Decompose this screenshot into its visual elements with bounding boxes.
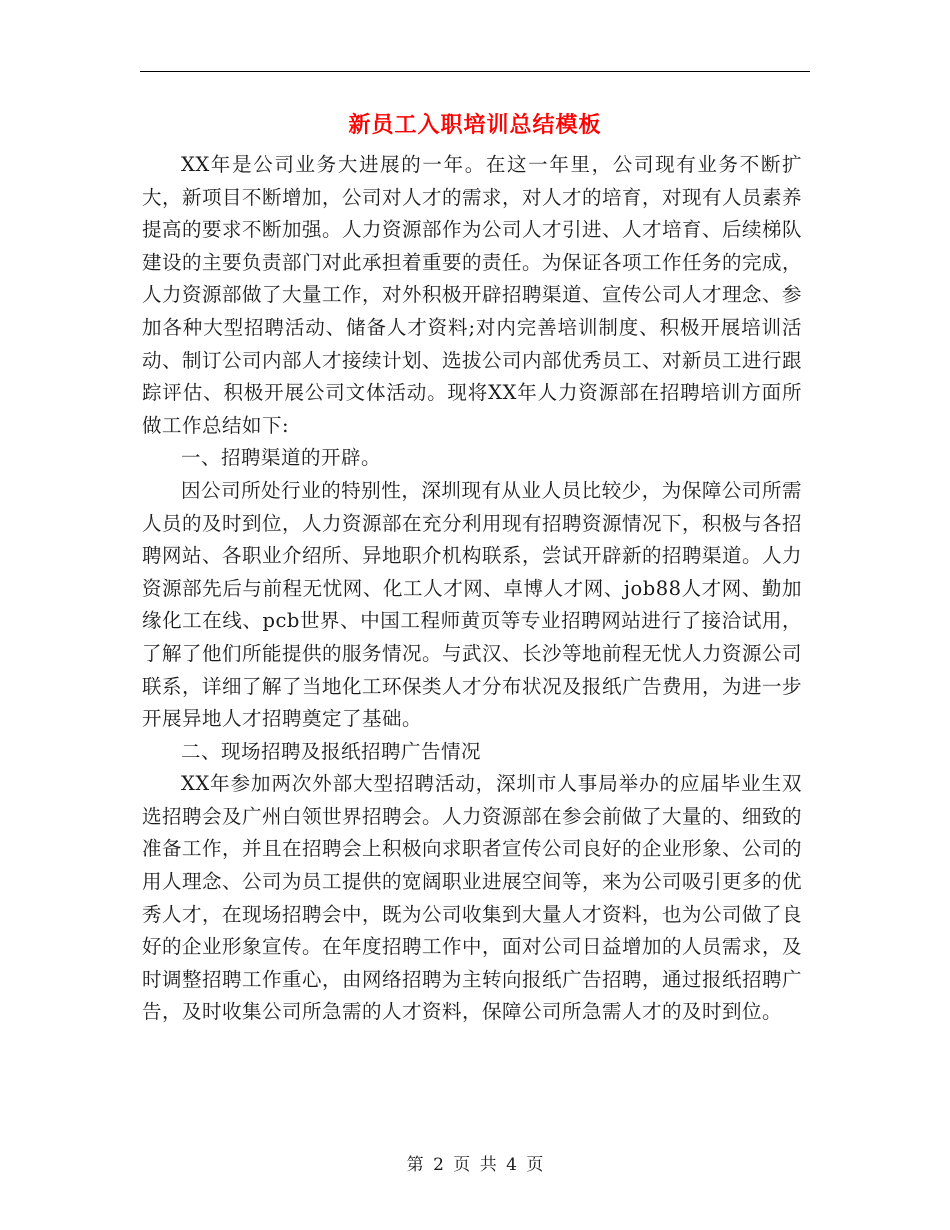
header-rule [140,71,810,72]
paragraph-intro: XX年是公司业务大进展的一年。在这一年里，公司现有业务不断扩大，新项目不断增加，公司对人才的需求，对人才的培育，对现有人员素养提高的要求不断加强。人力资源部作为公司人才引进、人才培育、后续梯队建设的主要负责部门对此承担着重要的责任。为保证各项工作任务的完成，人力资源部做了大量工作，对外积极开辟招聘渠道、宣传公司人才理念、参加各种大型招聘活动、储备人才资料;对内完善培训制度、积极开展培训活动、制订公司内部人才接续计划、选拔公司内部优秀员工、对新员工进行跟踪评估、积极开展公司文体活动。现将XX年人力资源部在招聘培训方面所做工作总结如下: [142,153,803,437]
page-number-footer: 第 2 页 共 4 页 [406,1155,544,1175]
document-title: 新员工入职培训总结模板 [348,112,602,138]
section-heading-onsite-recruitment: 二、现场招聘及报纸招聘广告情况 [181,739,482,763]
paragraph-recruitment-channels: 因公司所处行业的特别性，深圳现有从业人员比较少，为保障公司所需人员的及时到位，人力资源部在充分利用现有招聘资源情况下，积极与各招聘网站、各职业介绍所、异地职介机构联系，尝试开辟新的招聘渠道。人力资源部先后与前程无忧网、化工人才网、卓博人才网、job88人才网、勤加缘化工在线、pcb世界、中国工程师黄页等专业招聘网站进行了接洽试用，了解了他们所能提供的服务情况。与武汉、长沙等地前程无忧人力资源公司联系，详细了解了当地化工环保类人才分布状况及报纸广告费用，为进一步开展异地人才招聘奠定了基础。 [142,478,803,731]
document-body [142,149,802,1029]
section-heading-recruitment-channels: 一、招聘渠道的开辟。 [181,446,382,470]
paragraph-onsite-recruitment: XX年参加两次外部大型招聘活动，深圳市人事局举办的应届毕业生双选招聘会及广州白领世界招聘会。人力资源部在参会前做了大量的、细致的准备工作，并且在招聘会上积极向求职者宣传公司良好的企业形象、公司的用人理念、公司为员工提供的宽阔职业进展空间等，来为公司吸引更多的优秀人才，在现场招聘会中，既为公司收集到大量人才资料，也为公司做了良好的企业形象宣传。在年度招聘工作中，面对公司日益增加的人员需求，及时调整招聘工作重心，由网络招聘为主转向报纸广告招聘，通过报纸招聘广告，及时收集公司所急需的人才资料，保障公司所急需人才的及时到位。 [142,772,803,1024]
